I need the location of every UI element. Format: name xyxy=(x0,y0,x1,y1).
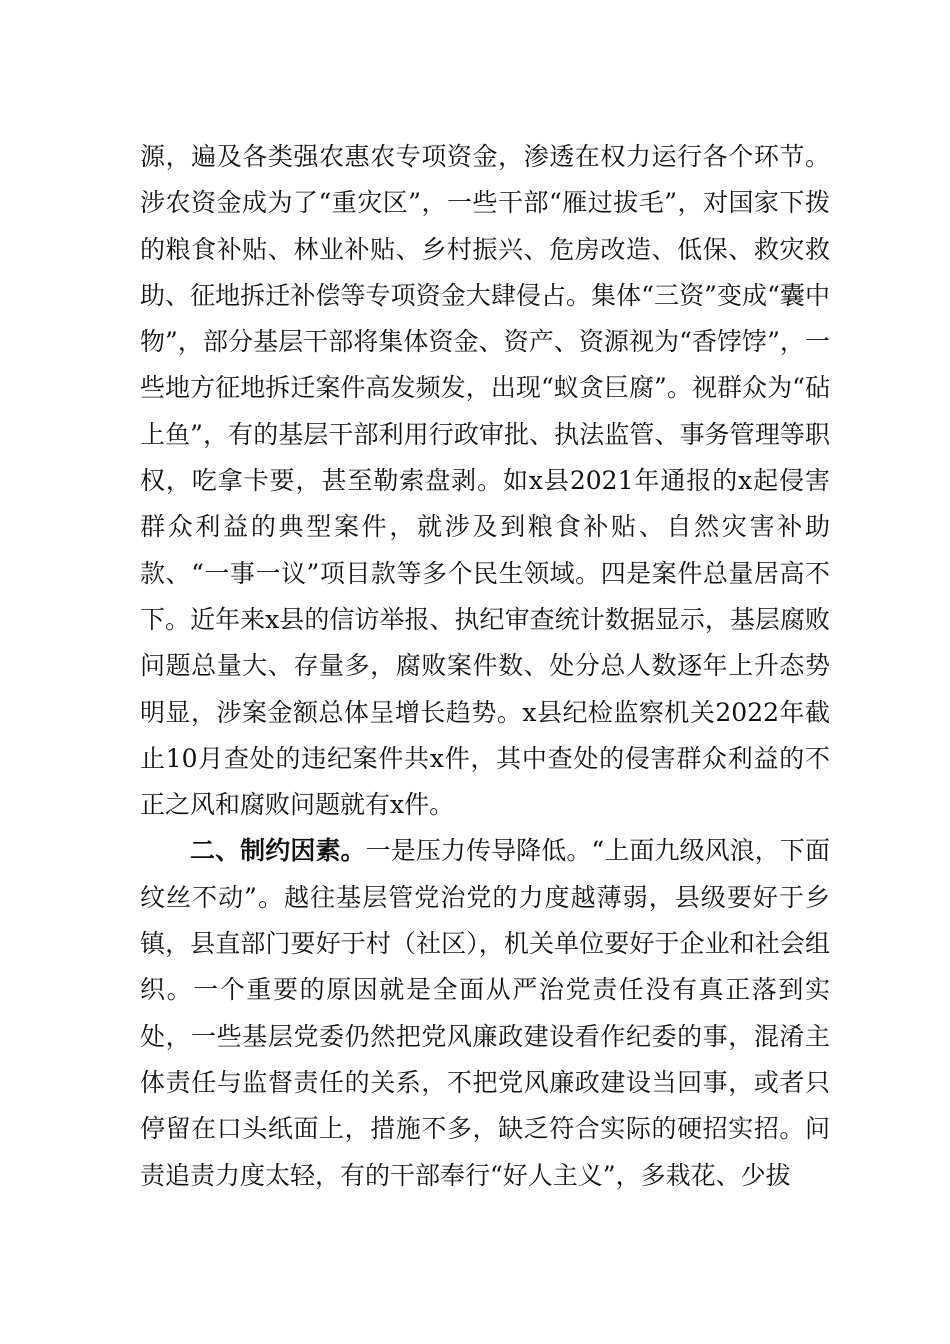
paragraph-body: 一是压力传导降低。“上面九级风浪，下面纹丝不动”。越往基层管党治党的力度越薄弱，县级要好于乡镇，县直部门要好于村（社区），机关单位要好于企业和社会组织。一个重要的原因就是全面从严治党责任没有真正落到实处，一些基层党委仍然把党风廉政建设看作纪委的事，混淆主体责任与监督责任的关系，不把党风廉政建设当回事，或者只停留在口头纸面上，措施不多，缺乏符合实际的硬招实招。问责追责力度太轻，有的干部奉行“好人主义”，多栽花、少拔 xyxy=(140,836,830,1190)
paragraph-continued xyxy=(140,134,830,828)
paragraph-body: 源，遍及各类强农惠农专项资金，渗透在权力运行各个环节。涉农资金成为了“重灾区”，一些干部“雁过拔毛”，对国家下拨的粮食补贴、林业补贴、乡村振兴、危房改造、低保、救灾救助、征地拆迁补偿等专项资金大肆侵占。集体“三资”变成“囊中物”，部分基层干部将集体资金、资产、资源视为“香饽饽”，一些地方征地拆迁案件高发频发，出现“蚁贪巨腐”。视群众为“砧上鱼”，有的基层干部利用行政审批、执法监管、事务管理等职权，吃拿卡要，甚至勒索盘剥。如x县2021年通报的x起侵害群众利益的典型案件，就涉及到粮食补贴、自然灾害补助款、“一事一议”项目款等多个民生领域。四是案件总量居高不下。近年来x县的信访举报、执纪审查统计数据显示，基层腐败问题总量大、存量多，腐败案件数、处分总人数逐年上升态势明显，涉案金额总体呈增长趋势。x县纪检监察机关2022年截止10月查处的违纪案件共x件，其中查处的侵害群众利益的不正之风和腐败问题就有x件。 xyxy=(140,142,830,820)
body-text xyxy=(140,134,830,1199)
paragraph-section-two xyxy=(140,828,830,1198)
section-heading: 二、制约因素。 xyxy=(190,836,366,866)
